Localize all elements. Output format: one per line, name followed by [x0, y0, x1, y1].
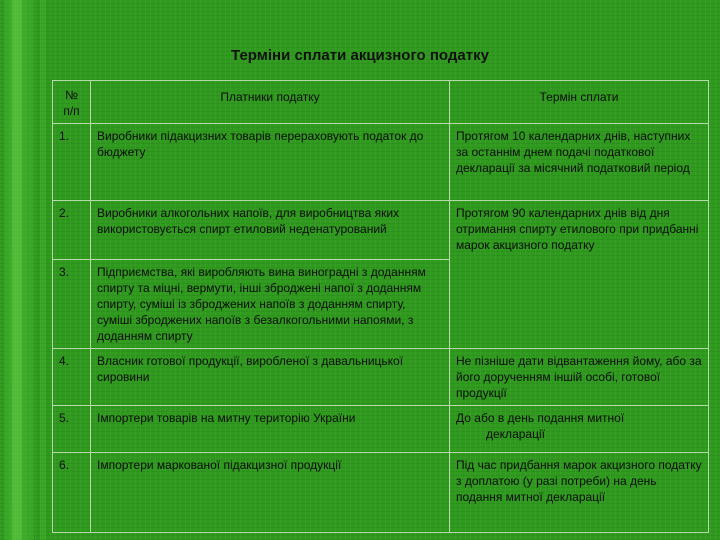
row-term: Під час придбання марок акцизного податку з доплатою (у разі потреби) на день подання митної декларації: [450, 453, 709, 533]
row-term-line1: До або в день подання митної: [456, 411, 625, 425]
row-num: 3.: [53, 260, 91, 349]
table-row: [53, 349, 709, 406]
row-num: 5.: [53, 406, 91, 453]
row-num: 4.: [53, 349, 91, 406]
tax-terms-table: [52, 80, 709, 533]
row-payer: Виробники підакцизних товарів перераховують податок до бюджету: [91, 124, 450, 201]
row-term: Не пізніше дати відвантаження йому, або за його дорученням іншій особі, готової продукції: [450, 349, 709, 406]
decorative-bar: [12, 0, 22, 540]
header-term: Термін сплати: [450, 81, 709, 124]
row-term: [450, 406, 709, 453]
row-payer: Імпортери товарів на митну територію України: [91, 406, 450, 453]
header-num-line1: №: [65, 88, 78, 102]
row-payer: Імпортери маркованої підакцизної продукції: [91, 453, 450, 533]
header-payers: Платники податку: [91, 81, 450, 124]
row-term: Протягом 10 календарних днів, наступних за останнім днем подачі податкової декларації за місячний податковий період: [450, 124, 709, 201]
table-header-row: [53, 81, 709, 124]
table-row: [53, 453, 709, 533]
row-term-line2: декларації: [486, 427, 545, 441]
table-row: [53, 201, 709, 260]
decorative-line: [40, 0, 46, 540]
row-num: 2.: [53, 201, 91, 260]
row-payer: Підприємства, які виробляють вина виноградні з доданням спирту та міцні, вермути, інші зброджені напої з доданням спирту, суміші із зброджених напоїв з доданням спирту, суміші зброджених напоїв з безалкогольними напоями, з доданням спирту: [91, 260, 450, 349]
table-row: [53, 124, 709, 201]
row-num: 6.: [53, 453, 91, 533]
table-row: [53, 406, 709, 453]
row-payer: Виробники алкогольних напоїв, для виробництва яких використовується спирт етиловий неденатурований: [91, 201, 450, 260]
row-num: 1.: [53, 124, 91, 201]
page-title: Терміни сплати акцизного податку: [231, 47, 489, 64]
header-num-line2: п/п: [63, 104, 80, 118]
header-num: [53, 81, 91, 124]
row-payer: Власник готової продукції, виробленої з давальницької сировини: [91, 349, 450, 406]
row-term: Протягом 90 календарних днів від дня отримання спирту етилового при придбанні марок акцизного податку: [450, 201, 709, 349]
